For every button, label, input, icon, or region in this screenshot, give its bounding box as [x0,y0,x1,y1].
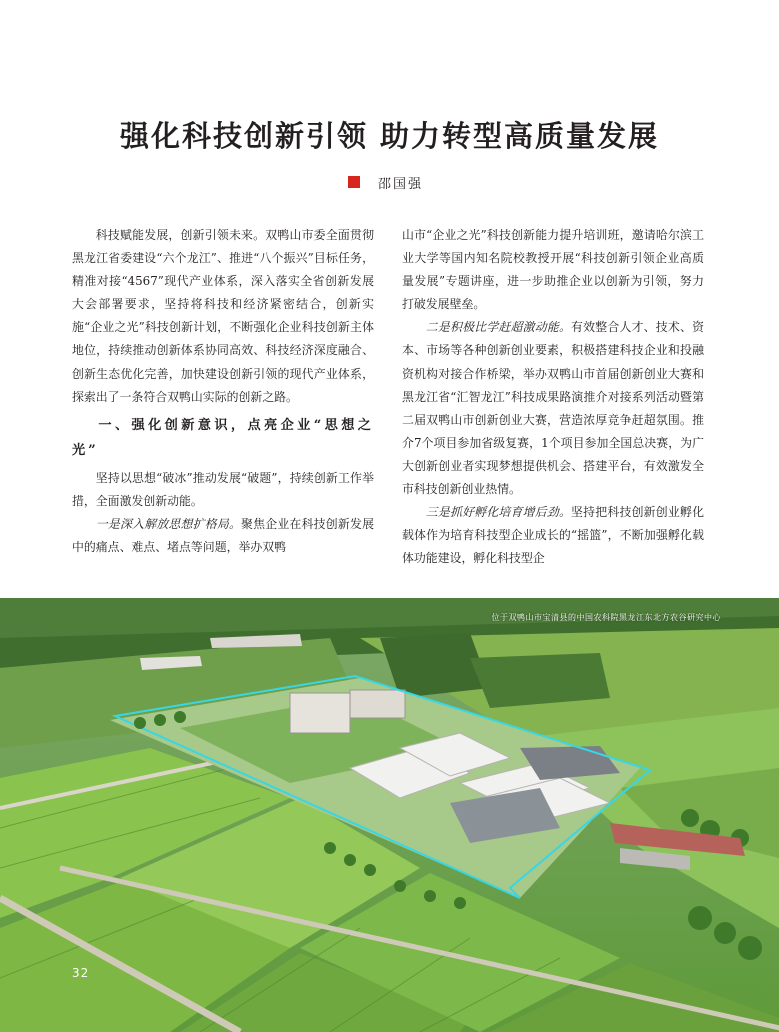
section-heading: 一、强化创新意识，点亮企业“思想之光” [72,417,374,458]
paragraph: 坚持以思想“破冰”推动发展“破题”，持续创新工作举措，全面激发创新动能。 [72,470,374,508]
aerial-photo-illustration [0,598,779,1032]
photo-caption: 位于双鸭山市宝清县的中国农科院黑龙江东北方农谷研究中心 [491,613,721,622]
right-column [402,224,704,570]
paragraph-lead: 三是抓好孵化培育增后劲。 [425,505,572,520]
paragraph: 山市“企业之光”科技创新能力提升培训班，邀请哈尔滨工业大学等国内知名院校教授开展“科技创新引领企业高质量发展”专题讲座，进一步助推企业以创新为引领，努力打破发展壁垒。 [402,228,704,312]
paragraph-lead: 二是积极比学赶超激动能。 [425,320,572,335]
paragraph [402,501,704,570]
paragraph [72,513,374,559]
paragraph-body: 有效整合人才、技术、资本、市场等各种创新创业要素，积极搭建科技企业和投融资机构对接合作桥梁，举办双鸭山市首届创新创业大赛和黑龙江省“汇智龙江”科技成果路演推介对接系列活动暨第二届双鸭山市创新创业大赛，营造浓厚竞争赶超氛围。推介7个项目参加省级复赛，1个项目参加全国总决赛，为广大创新创业者实现梦想提供机会、搭建平台，有效激发全市科技创新创业热情。 [402,320,704,497]
author-name: 邵国强 [378,176,424,192]
left-column [72,224,374,559]
page-number: 32 [72,966,90,980]
byline [348,172,423,192]
paragraph [402,316,704,501]
red-square-icon [348,176,360,188]
aerial-photo [0,598,779,1032]
paragraph-lead: 一是深入解放思想扩格局。 [95,516,242,531]
paragraph-body: 聚焦企业在科技创新发展中的痛点、难点、堵点等问题，举办双鸭 [72,516,374,555]
article-title: 强化科技创新引领 助力转型高质量发展 [119,119,660,153]
paragraph: 科技赋能发展，创新引领未来。双鸭山市委全面贯彻黑龙江省委建设“六个龙江”、推进“八个振兴”目标任务，精准对接“4567”现代产业体系，深入落实全省创新发展大会部署要求，坚持将科技和经济紧密结合，创新实施“企业之光”科技创新计划，不断强化企业科技创新主体地位，持续推动创新体系协同高效、科技经济深度融合、创新生态优化完善，加快建设创新引领的现代产业体系，探索出了一条符合双鸭山实际的创新之路。 [72,228,374,404]
paragraph-body: 坚持把科技创新创业孵化载体作为培育科技型企业成长的“摇篮”，不断加强孵化载体功能建设，孵化科技型企 [402,505,704,566]
